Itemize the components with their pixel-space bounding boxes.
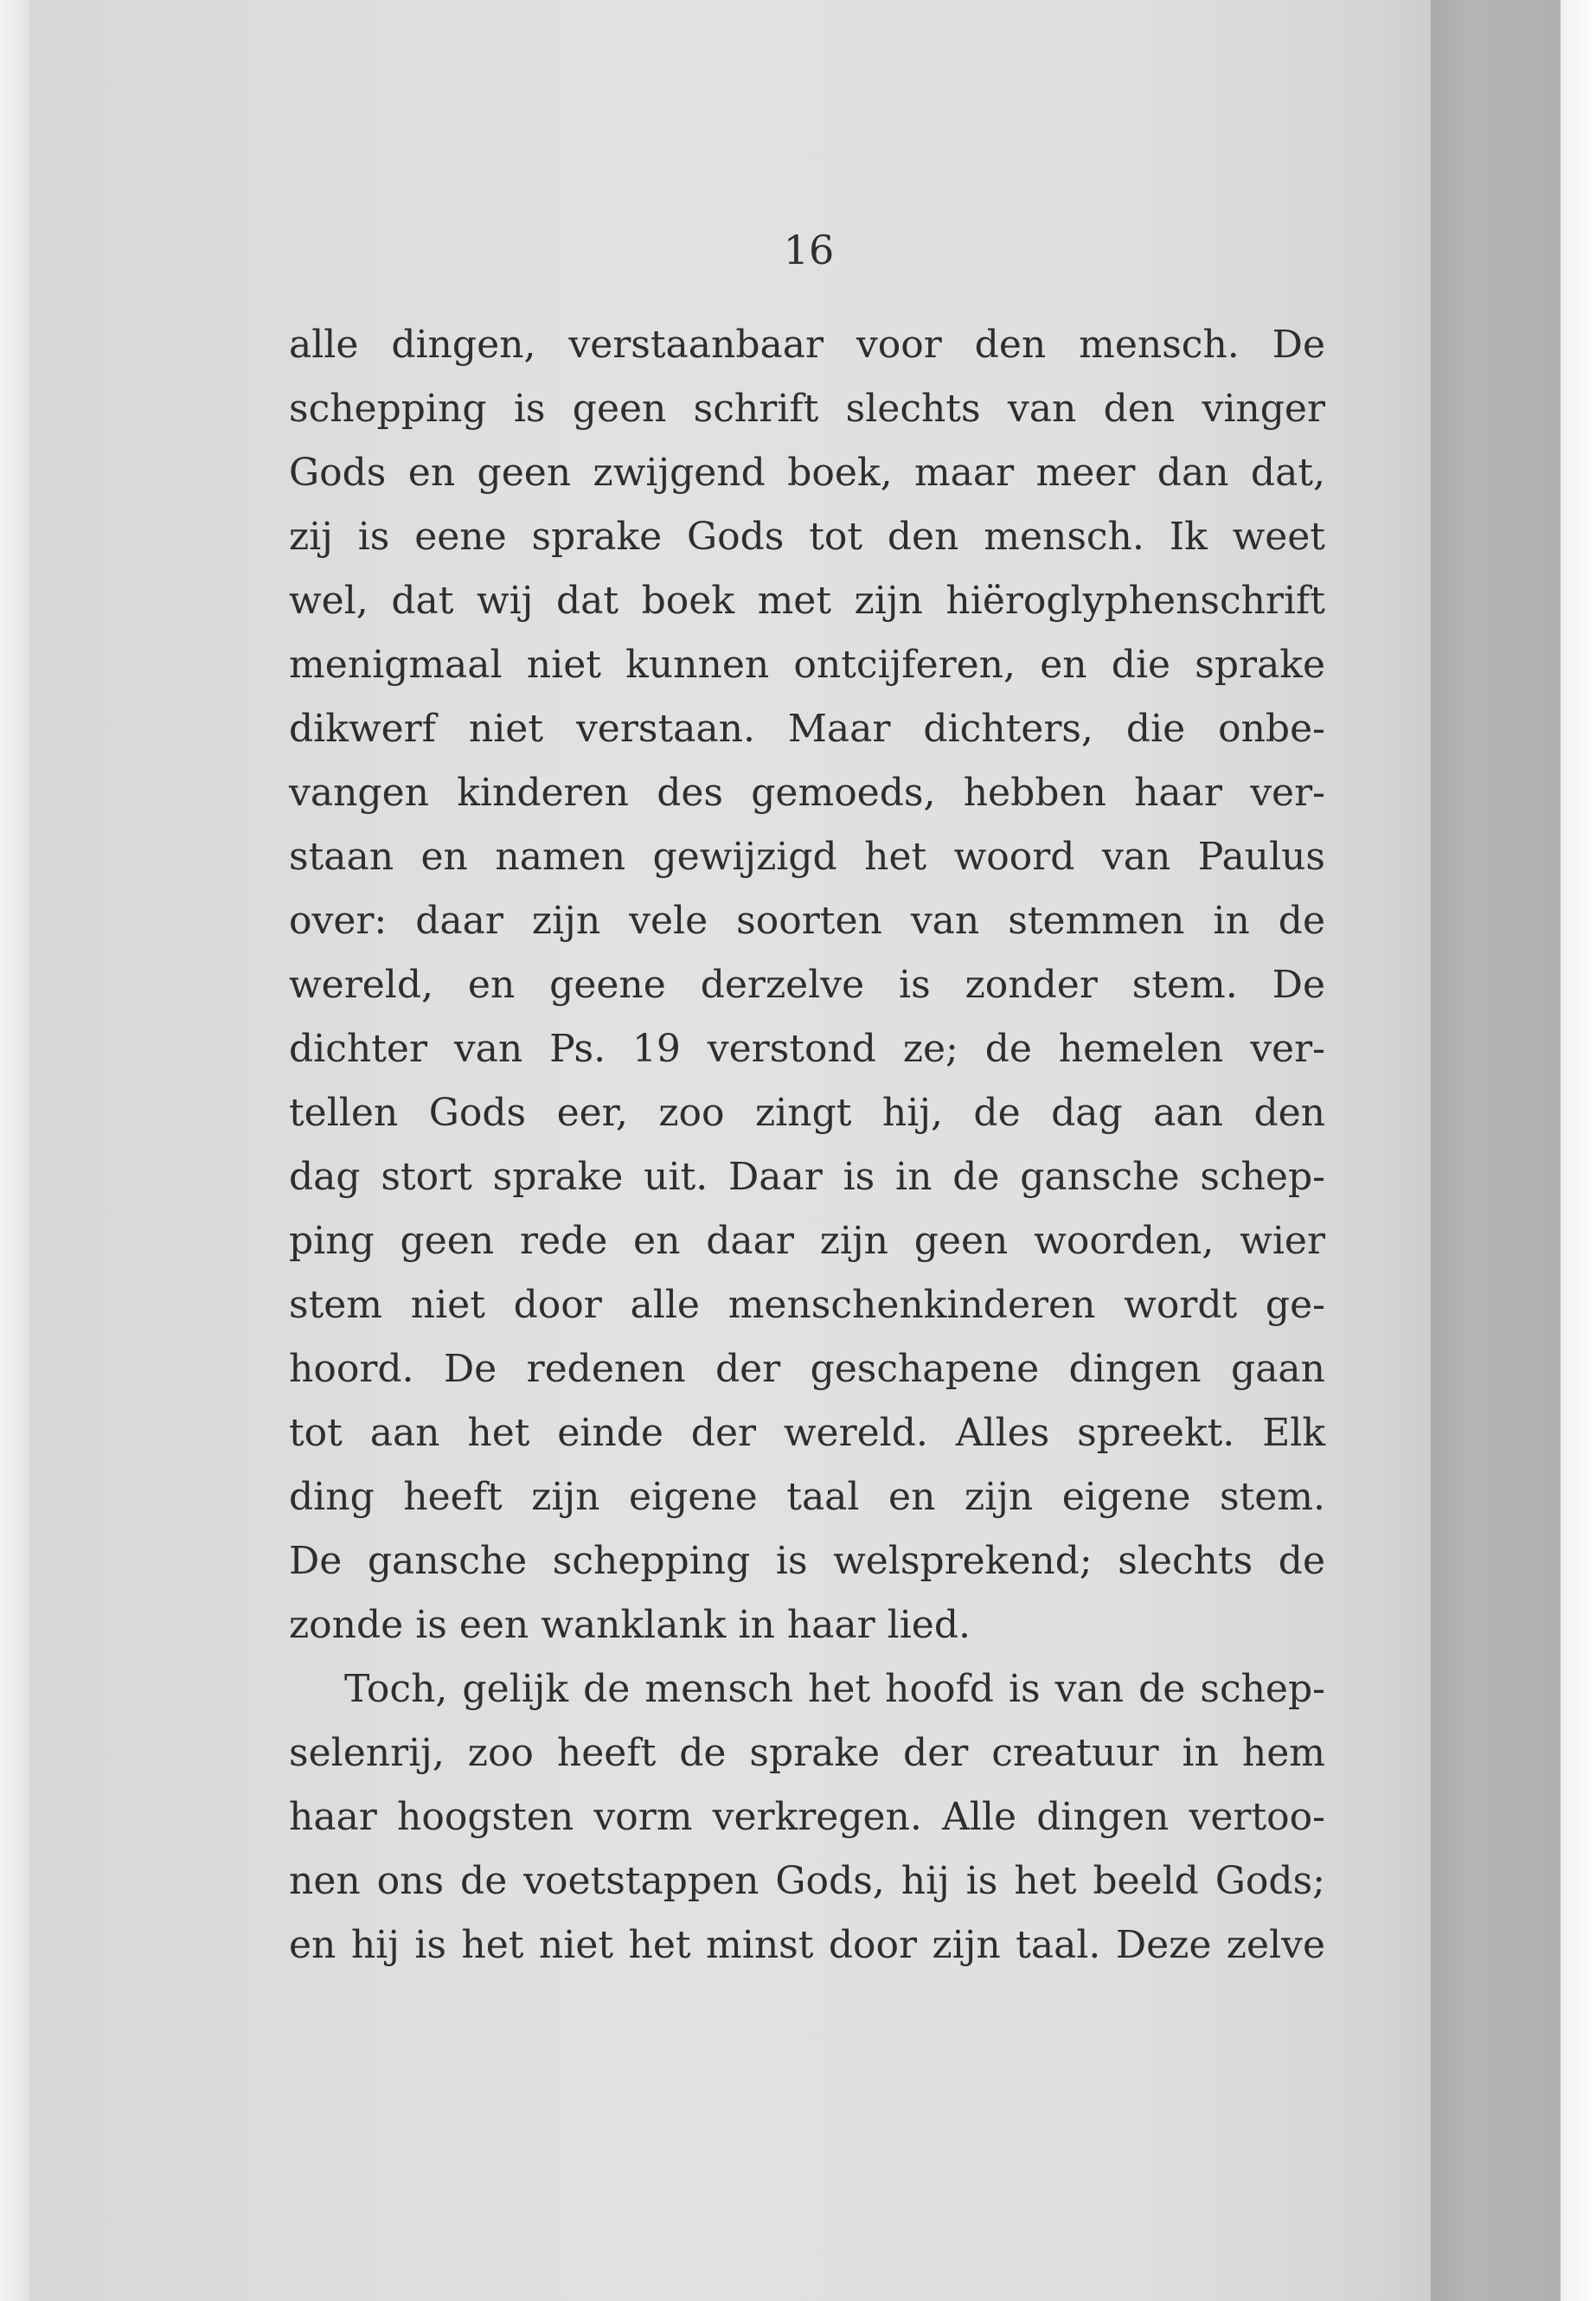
text-line: vangen kinderen des gemoeds, hebben haar ver- xyxy=(289,771,1325,815)
text-line: alle dingen, verstaanbaar voor den mensch. De xyxy=(289,323,1325,367)
text-line: tellen Gods eer, zoo zingt hij, de dag aan den xyxy=(289,1091,1325,1135)
text-line: De gansche schepping is welsprekend; slechts de xyxy=(289,1539,1325,1583)
text-line: selenrij, zoo heeft de sprake der creatuur in hem xyxy=(289,1731,1325,1775)
text-line: ping geen rede en daar zijn geen woorden, wier xyxy=(289,1219,1325,1263)
text-line: schepping is geen schrift slechts van den vinger xyxy=(289,387,1325,431)
text-line: dikwerf niet verstaan. Maar dichters, die onbe- xyxy=(289,707,1325,751)
text-line: staan en namen gewijzigd het woord van Paulus xyxy=(289,835,1325,879)
back-page-edge xyxy=(1431,0,1561,2301)
text-line: haar hoogsten vorm verkregen. Alle dingen vertoo- xyxy=(289,1795,1325,1839)
text-line: dag stort sprake uit. Daar is in de gansche schep- xyxy=(289,1155,1325,1199)
text-line: zonde is een wanklank in haar lied. xyxy=(289,1603,971,1647)
scan-right-margin xyxy=(1561,0,1596,2301)
text-line: en hij is het niet het minst door zijn taal. Deze zelve xyxy=(289,1923,1325,1967)
paragraph-1 xyxy=(289,313,1325,1657)
text-line: wel, dat wij dat boek met zijn hiëroglyphenschrift xyxy=(289,579,1325,623)
text-line: over: daar zijn vele soorten van stemmen in de xyxy=(289,899,1325,943)
text-line: stem niet door alle menschenkinderen wordt ge- xyxy=(289,1283,1325,1327)
text-line: menigmaal niet kunnen ontcijferen, en die sprake xyxy=(289,643,1325,687)
text-line: dichter van Ps. 19 verstond ze; de hemelen ver- xyxy=(289,1027,1325,1071)
text-line: Toch, gelijk de mensch het hoofd is van de schep- xyxy=(344,1667,1325,1711)
body-text xyxy=(289,313,1325,1977)
text-line: ding heeft zijn eigene taal en zijn eigene stem. xyxy=(289,1475,1325,1519)
page-number: 16 xyxy=(783,227,835,273)
text-line: tot aan het einde der wereld. Alles spreekt. Elk xyxy=(289,1411,1325,1455)
scan-left-margin xyxy=(0,0,29,2301)
text-line: zij is eene sprake Gods tot den mensch. Ik weet xyxy=(289,515,1325,559)
text-line: wereld, en geene derzelve is zonder stem. De xyxy=(289,963,1325,1007)
text-line: nen ons de voetstappen Gods, hij is het beeld Gods; xyxy=(289,1859,1325,1903)
text-line: Gods en geen zwijgend boek, maar meer dan dat, xyxy=(289,451,1325,495)
text-line: hoord. De redenen der geschapene dingen gaan xyxy=(289,1347,1325,1391)
paragraph-2 xyxy=(289,1657,1325,1977)
